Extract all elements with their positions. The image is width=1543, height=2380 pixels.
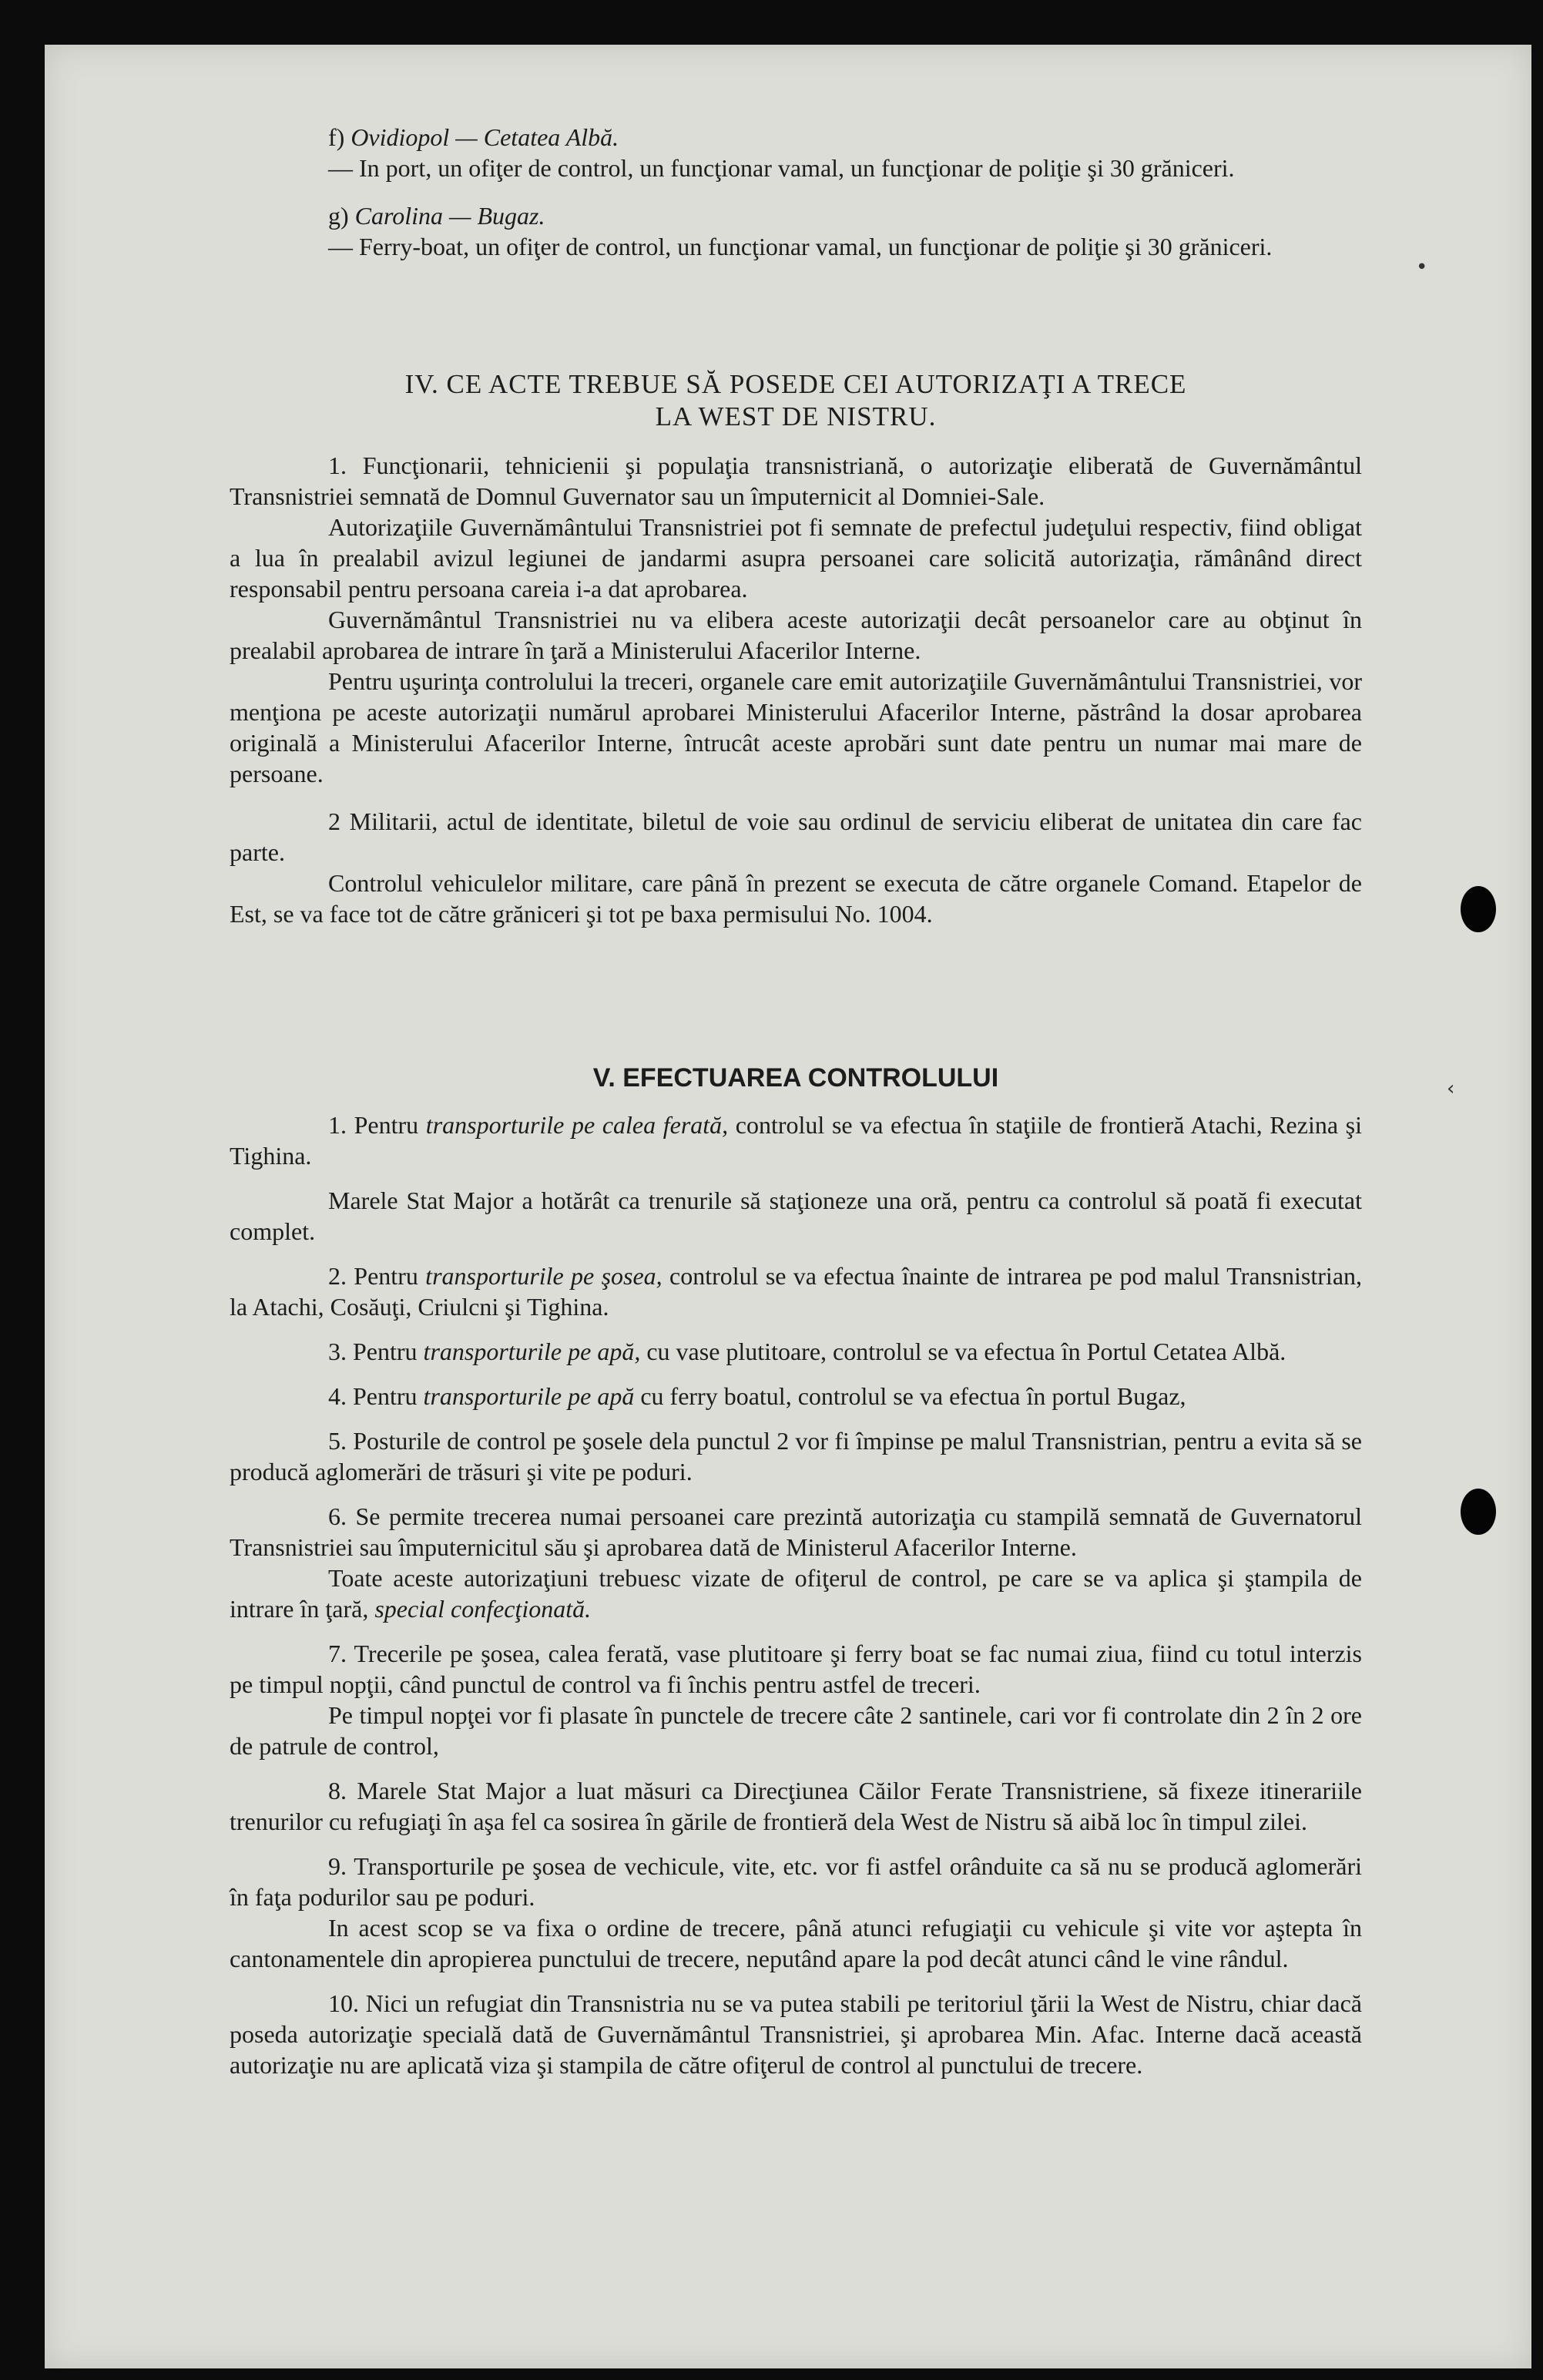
punch-hole-lower: [1461, 1489, 1496, 1535]
section-v-paragraph-5: 4. Pentru transporturile pe apă cu ferry boatul, controlul se va efectua în portul Bugaz,: [328, 1382, 1186, 1410]
section-v-paragraph-6: 5. Posturile de control pe şosele dela punctul 2 vor fi împinse pe malul Transnistrian, pentru a evita să se producă aglomerări de trăsuri şi vite pe poduri.: [230, 1427, 1362, 1485]
section-v-paragraph-4: 3. Pentru transporturile pe apă, cu vase plutitoare, controlul se va efectua în Portul Cetatea Albă.: [328, 1338, 1286, 1365]
section-iv-title-line1: IV. CE ACTE TREBUE SĂ POSEDE CEI AUTORIZAŢI A TRECE: [404, 369, 1187, 399]
item-g-heading: g) Carolina — Bugaz.: [328, 202, 545, 230]
section-v-title: V. EFECTUAREA CONTROLULUI: [592, 1063, 999, 1093]
section-iv: [230, 368, 1362, 929]
margin-mark: ‹: [1447, 1077, 1455, 1100]
section-v-paragraph-11: 8. Marele Stat Major a luat măsuri ca Direcţiunea Căilor Ferate Transnistriene, să fixeze itinerariile trenurilor cu refugiaţi în aşa fel ca sosirea în gările de frontieră dela West de Nistru să aibă loc în timpul zilei.: [230, 1777, 1362, 1835]
section-iv-paragraph-5: 2 Militarii, actul de identitate, biletul de voie sau ordinul de serviciu eliberat de unitatea din care fac parte.: [230, 807, 1362, 866]
section-iv-title-line2: LA WEST DE NISTRU.: [655, 401, 937, 431]
section-v-paragraph-12: 9. Transporturile pe şosea de vechicule, vite, etc. vor fi astfel orânduite ca să nu se producă aglomerări în faţa podurilor sau pe poduri.: [230, 1852, 1362, 1911]
section-iv-paragraph-6: Controlul vehiculelor militare, care până în prezent se executa de către organele Comand. Etapelor de Est, se va face tot de către grăniceri şi tot pe baxa permisului No. 1004.: [230, 869, 1362, 928]
section-v-paragraph-10: Pe timpul nopţei vor fi plasate în punctele de trecere câte 2 santinele, cari vor fi controlate din 2 în 2 ore de patrule de control,: [230, 1701, 1362, 1760]
section-v-paragraph-13: In acest scop se va fixa o ordine de trecere, până atunci refugiaţii cu vehicule şi vite vor aştepta în cantonamentele din apropierea punctului de trecere, neputând apare la pod decât atunci când le vine rândul.: [230, 1914, 1362, 1972]
margin-mark: •: [1416, 256, 1428, 279]
punch-hole-upper: [1461, 886, 1496, 932]
section-v-paragraph-9: 7. Trecerile pe şosea, calea ferată, vase plutitoare şi ferry boat se fac numai ziua, fiind cu totul interzis pe timpul nopţii, când punctul de control va fi închis pentru astfel de treceri.: [230, 1640, 1362, 1698]
item-f-heading: f) Ovidiopol — Cetatea Albă.: [328, 123, 619, 151]
section-iv-paragraph-1: 1. Funcţionarii, tehnicienii şi populaţia transnistriană, o autorizaţie eliberată de Guvernământul Transnistriei semnată de Domnul Guvernator sau un împuternicit al Domniei-Sale.: [230, 451, 1362, 510]
section-v: [230, 1062, 1362, 2080]
section-v-paragraph-2: Marele Stat Major a hotărât ca trenurile să staţioneze una oră, pentru ca controlul să poată fi executat complet.: [230, 1187, 1362, 1245]
section-v-paragraph-7: 6. Se permite trecerea numai persoanei care prezintă autorizaţia cu stampilă semnată de Guvernatorul Transnistriei sau împuternicitul său şi aprobarea dată de Ministerul Afacerilor Interne.: [230, 1502, 1362, 1561]
document-page: [45, 45, 1531, 2368]
section-iv-paragraph-4: Pentru uşurinţa controlului la treceri, organele care emit autorizaţiile Guvernământului Transnistriei, vor menţiona pe aceste autorizaţii numărul aprobarei Ministerului Afacerilor Interne, păstrând la dosar aprobarea originală a Ministerului Afacerilor Interne, întrucât aceste aprobări sunt date pentru un numar mai mare de persoane.: [230, 667, 1362, 787]
item-g-text: — Ferry-boat, un ofiţer de control, un funcţionar vamal, un funcţionar de poliţie şi 30 grăniceri.: [328, 233, 1273, 260]
section-v-paragraph-14: 10. Nici un refugiat din Transnistria nu se va putea stabili pe teritoriul ţării la West de Nistru, chiar dacă poseda autorizaţie specială dată de Guvernământul Transnistriei, şi aprobarea Min. Afac. Interne dacă această autorizaţie nu are aplicată viza şi stampila de către ofiţerul de control al punctului de trecere.: [230, 1989, 1362, 2079]
section-v-paragraph-8: Toate aceste autorizaţiuni trebuesc vizate de ofiţerul de control, pe care se va aplica şi ştampila de intrare în ţară, special confecţionată.: [230, 1564, 1362, 1623]
item-f-text: — In port, un ofiţer de control, un funcţionar vamal, un funcţionar de poliţie şi 30 grăniceri.: [328, 154, 1235, 182]
section-v-paragraph-1: 1. Pentru transporturile pe calea ferată, controlul se va efectua în staţiile de frontieră Atachi, Rezina şi Tighina.: [230, 1111, 1363, 1170]
section-v-paragraph-3: 2. Pentru transporturile pe şosea, controlul se va efectua înainte de intrarea pe pod malul Transnistrian, la Atachi, Cosăuţi, Criulcni şi Tighina.: [230, 1262, 1363, 1321]
border-post-list: [230, 122, 1362, 262]
section-iv-paragraph-2: Autorizaţiile Guvernământului Transnistriei pot fi semnate de prefectul judeţului respectiv, fiind obligat a lua în prealabil avizul legiunei de jandarmi asupra persoanei care solicită autorizaţia, rămânând direct responsabil pentru persoana careia i-a dat aprobarea.: [230, 513, 1362, 603]
section-iv-paragraph-3: Guvernământul Transnistriei nu va elibera aceste autorizaţii decât persoanelor care au obţinut în prealabil aprobarea de intrare în ţară a Ministerului Afacerilor Interne.: [230, 606, 1362, 664]
